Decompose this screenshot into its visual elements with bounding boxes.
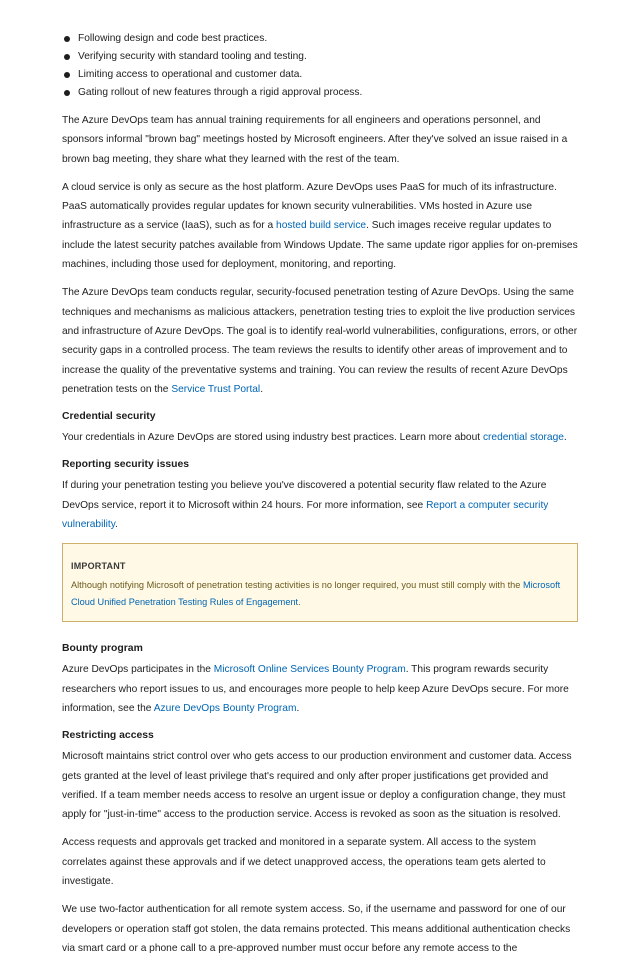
list-item: Verifying security with standard tooling and testing. bbox=[62, 48, 578, 66]
list-item: Gating rollout of new features through a rigid approval process. bbox=[62, 84, 578, 102]
list-item: Following design and code best practices. bbox=[62, 30, 578, 48]
credential-security-paragraph: Your credentials in Azure DevOps are stored using industry best practices. Learn more about credential storage. bbox=[62, 432, 567, 444]
devops-bounty-link[interactable]: Azure DevOps Bounty Program bbox=[153, 702, 297, 714]
practices-list bbox=[62, 30, 578, 102]
restricting-access-heading: Restricting access bbox=[62, 730, 154, 742]
reporting-security-heading: Reporting security issues bbox=[62, 459, 190, 471]
service-trust-portal-link[interactable]: Service Trust Portal bbox=[171, 383, 261, 395]
hosted-build-service-link[interactable]: hosted build service bbox=[276, 220, 367, 232]
restricting-access-paragraph: Microsoft maintains strict control over who gets access to our production environment and customer data. Access gets granted at the level of least privilege that's required and only after proper justifications get provided and verified. If a team member needs access to resolve an urgent issue or deploy a configuration change, they must apply for "just-in-time" access to the production service. Access is revoked as soon as the situation is resolved. bbox=[62, 751, 572, 821]
important-title: IMPORTANT bbox=[71, 561, 126, 572]
training-paragraph: The Azure DevOps team has annual training requirements for all engineers and operations personnel, and sponsors informal "brown bag" meetings hosted by Microsoft engineers. After they've solved an issue raised in a brown bag meeting, they share what they learned with the rest of the team. bbox=[62, 115, 568, 165]
credential-security-heading: Credential security bbox=[62, 411, 156, 423]
bullet-icon bbox=[64, 54, 70, 60]
cloud-service-paragraph: A cloud service is only as secure as the host platform. Azure DevOps uses PaaS for much of its infrastructure. PaaS automatically provides regular updates for known security vulnerabilities. VMs hosted in Azure use infrastructure as a service (IaaS), such as for a hosted build service. Such images receive regular updates to include the latest security patches available from Windows Update. The same update rigor applies for on-premises machines, including those used for deployment, monitoring, and reporting. bbox=[62, 181, 578, 271]
rules-of-engagement-link[interactable]: Microsoft Cloud Unified Penetration Testing Rules of Engagement bbox=[71, 580, 561, 608]
bullet-icon bbox=[64, 90, 70, 96]
list-item: Limiting access to operational and customer data. bbox=[62, 66, 578, 84]
bullet-icon bbox=[64, 36, 70, 42]
important-note bbox=[62, 543, 578, 622]
penetration-testing-paragraph: The Azure DevOps team conducts regular, security-focused penetration testing of Azure DevOps. Using the same techniques and mechanisms as malicious attackers, penetration testing tries to exploit the live production services and infrastructure of Azure DevOps. The goal is to identify real-world vulnerabilities, configurations, errors, or other security gaps in a controlled process. The team reviews the results to identify other areas of improvement and to increase the quality of the preventative systems and training. You can review the results of recent Azure DevOps penetration tests on the Service Trust Portal. bbox=[62, 287, 578, 395]
reporting-security-paragraph: If during your penetration testing you believe you've discovered a potential security flaw related to the Azure DevOps service, report it to Microsoft within 24 hours. For more information, see Report a computer security vulnerability. bbox=[62, 480, 549, 531]
report-vulnerability-link[interactable]: Report a computer security vulnerability bbox=[62, 499, 549, 531]
access-requests-paragraph: Access requests and approvals get tracked and monitored in a separate system. All access to the system correlates against these approvals and if we detect unapproved access, the operations team gets alerted to investigate. bbox=[62, 837, 546, 888]
bounty-program-heading: Bounty program bbox=[62, 643, 143, 655]
credential-storage-link[interactable]: credential storage bbox=[482, 432, 564, 444]
bounty-program-paragraph: Azure DevOps participates in the Microsoft Online Services Bounty Program. This program rewards security researchers who report issues to us, and encourages more people to help keep Azure DevOps secure. For more information, see the Azure DevOps Bounty Program. bbox=[62, 664, 569, 714]
important-text: Although notifying Microsoft of penetration testing activities is no longer required, you must still comply with the Microsoft Cloud Unified Penetration Testing Rules of Engagement. bbox=[71, 580, 561, 608]
online-services-bounty-link[interactable]: Microsoft Online Services Bounty Program bbox=[213, 664, 406, 676]
two-factor-paragraph: We use two-factor authentication for all remote system access. So, if the username and password for one of our developers or operation staff got stolen, the data remains protected. This means additional authentication checks via smart card or a phone call to a pre-approved number must occur before any remote access to the bbox=[62, 904, 571, 954]
bullet-icon bbox=[64, 72, 70, 78]
